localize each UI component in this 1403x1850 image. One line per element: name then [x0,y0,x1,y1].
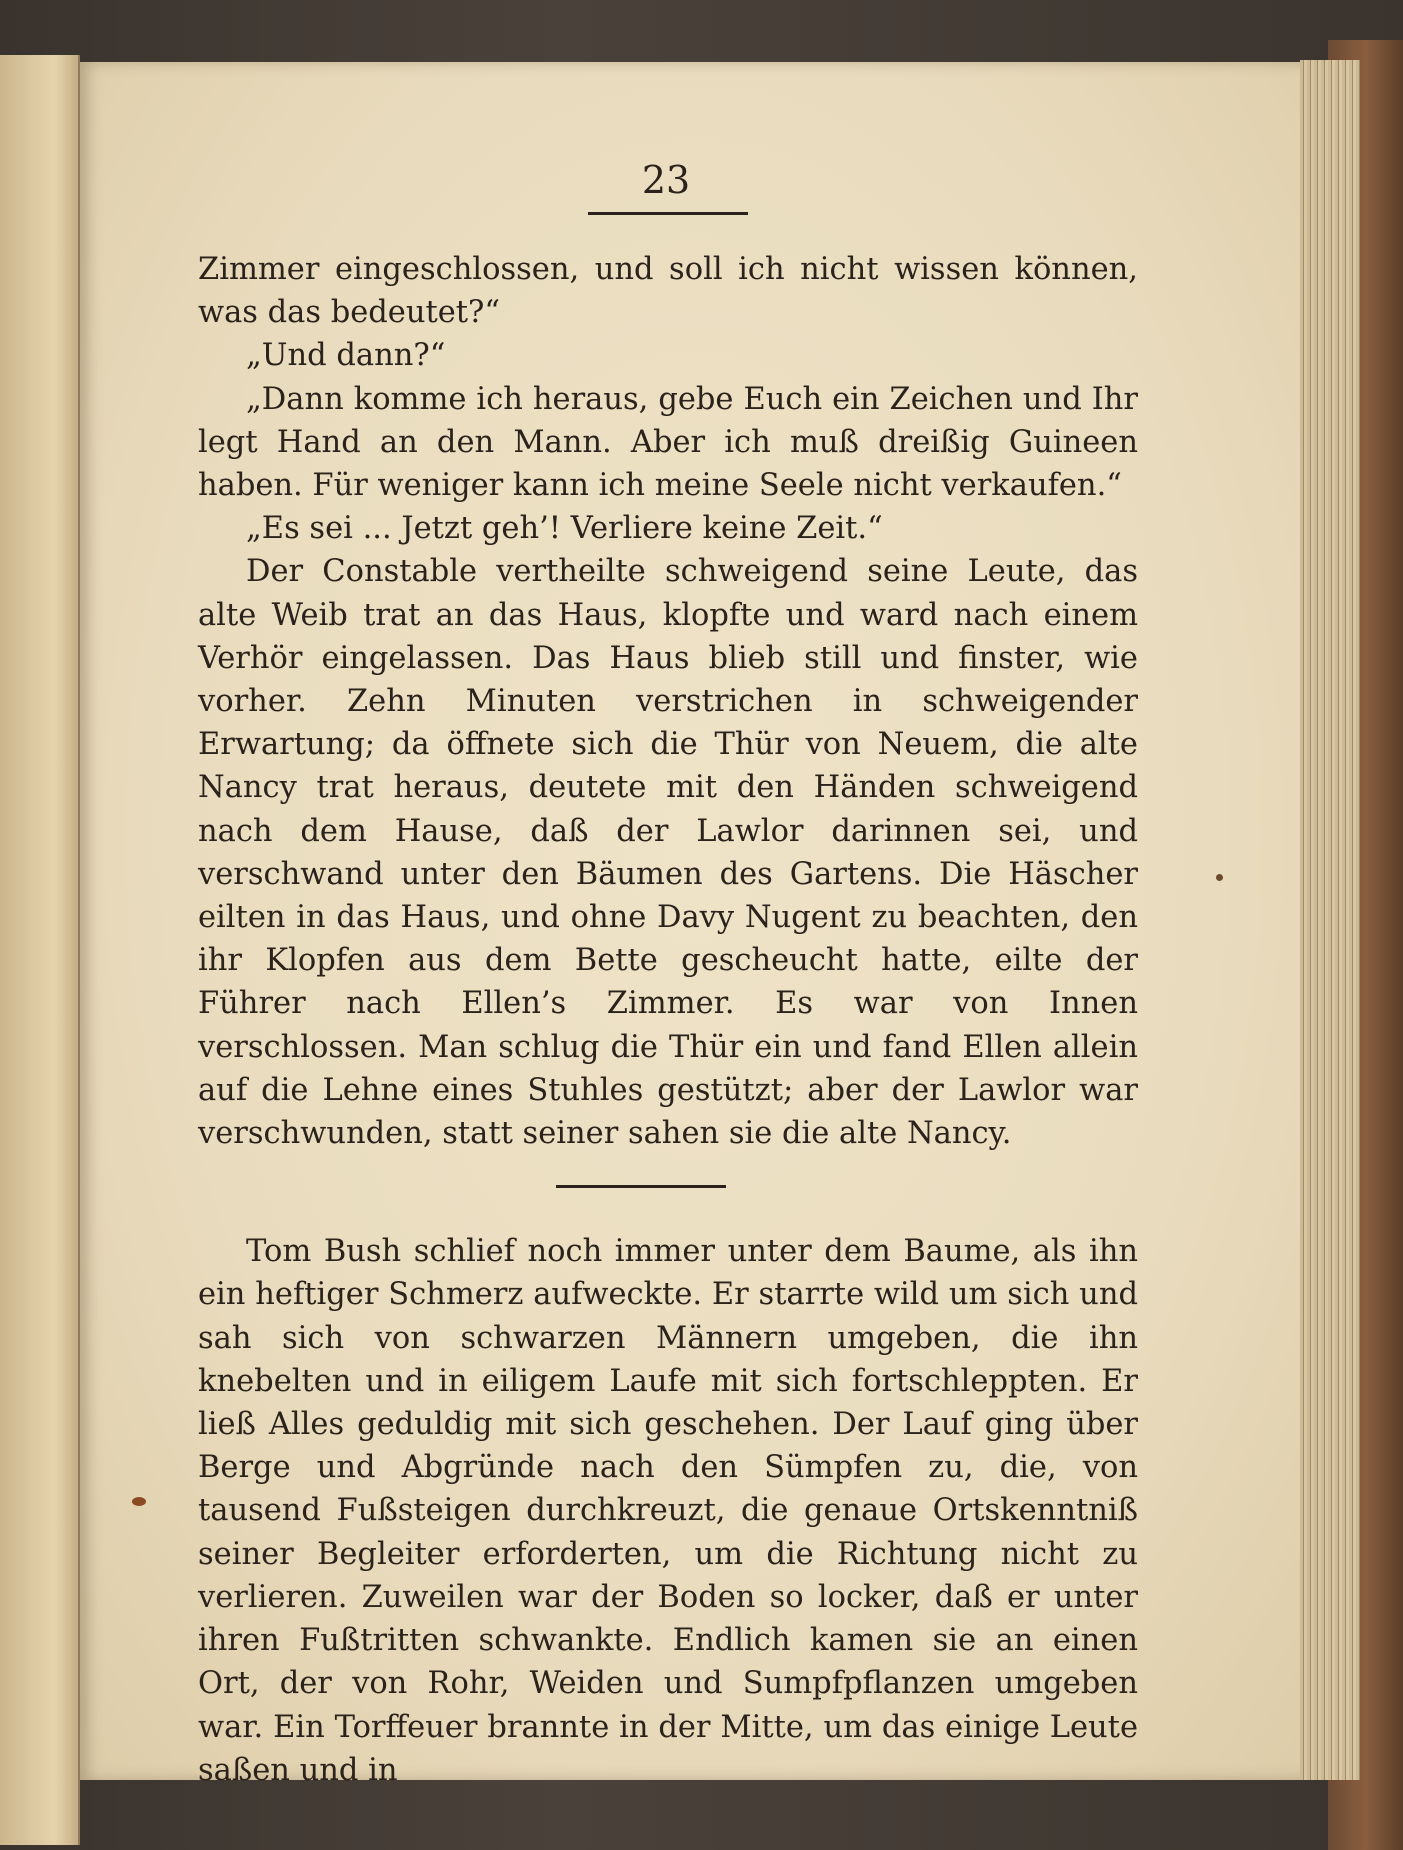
text-section-bottom [198,1230,1138,1792]
body-text [198,248,1138,1792]
page-stack-edges [1300,60,1360,1780]
paragraph: „Dann komme ich heraus, gebe Euch ein Zeichen und Ihr legt Hand an den Mann. Aber ich muß dreißig Guineen haben. Für weniger kann ich meine Seele nicht verkaufen.“ [198,381,1138,504]
page-number: 23 [641,158,691,202]
paper-stain [132,1497,146,1506]
paragraph: Zimmer eingeschlossen, und soll ich nicht wissen können, was das bedeutet?“ [198,252,1138,331]
section-break [198,1155,1138,1230]
paragraph: „Und dann?“ [246,338,446,374]
paragraph: Tom Bush schlief noch immer unter dem Baume, als ihn ein heftiger Schmerz aufweckte. Er starrte wild um sich und sah sich von schwarzen Männern umgeben, die ihn knebelten und in eiligem Laufe mit sich fortschleppten. Er ließ Alles geduldig mit sich geschehen. Der Lauf ging über Berge und Abgründe nach den Sümpfen zu, die, von tausend Fußsteigen durchkreuzt, die genaue Ortskenntniß seiner Begleiter erforderten, um die Richtung nicht zu verlieren. Zuweilen war der Boden so locker, daß er unter ihren Fußtritten schwankte. Endlich kamen sie an einen Ort, der von Rohr, Weiden und Sumpfpflanzen umgeben war. Ein Torffeuer brannte in der Mitte, um das einige Leute saßen und in [198,1234,1138,1788]
paragraph: Der Constable vertheilte schweigend seine Leute, das alte Weib trat an das Haus, klopfte und ward nach einem Verhör eingelassen. Das Haus blieb still und finster, wie vorher. Zehn Minuten verstrichen in schweigender Erwartung; da öffnete sich die Thür von Neuem, die alte Nancy trat heraus, deutete mit den Händen schweigend nach dem Hause, daß der Lawlor darinnen sei, und verschwand unter den Bäumen des Gartens. Die Häscher eilten in das Haus, und ohne Davy Nugent zu beachten, den ihr Klopfen aus dem Bette gescheucht hatte, eilte der Führer nach Ellen’s Zimmer. Es war von Innen verschlossen. Man schlug die Thür ein und fand Ellen allein auf die Lehne eines Stuhles gestützt; aber der Lawlor war verschwunden, statt seiner sahen sie die alte Nancy. [198,554,1138,1152]
page-number-rule [588,212,748,215]
paper-speck [1216,874,1223,881]
text-section-top [198,248,1138,1155]
facing-page-edge [0,55,80,1845]
paragraph: „Es sei ... Jetzt geh’! Verliere keine Zeit.“ [246,511,883,547]
section-divider-rule [556,1185,726,1188]
